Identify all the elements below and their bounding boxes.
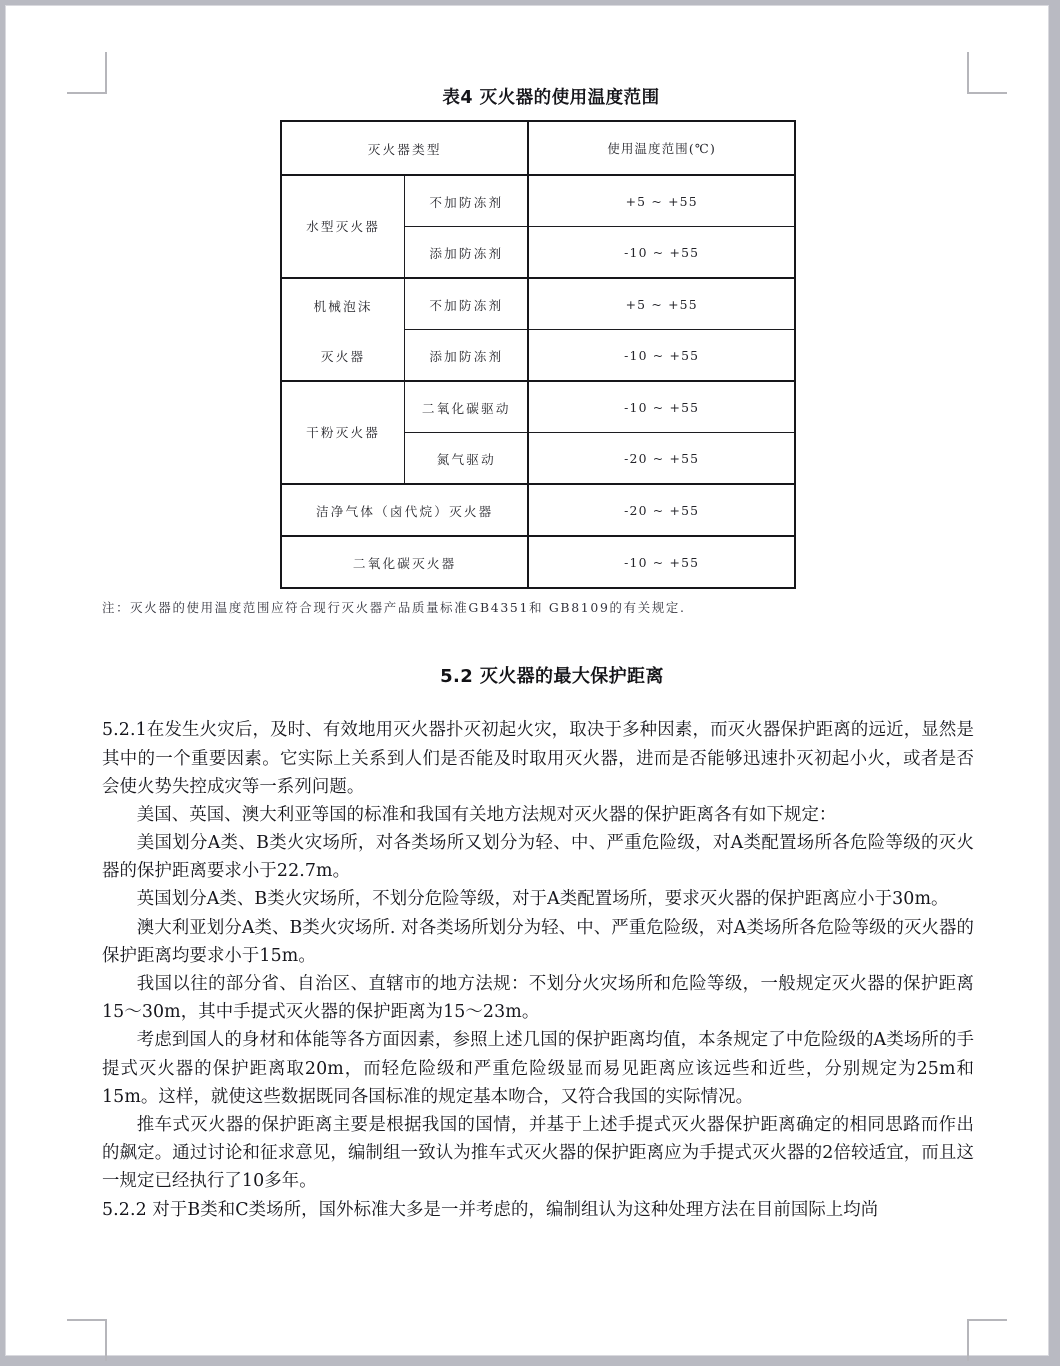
fullrow-label-clean-agent: 洁净气体（卤代烷）灭火器 (281, 484, 528, 536)
group-label-line-2: 灭火器 (320, 349, 366, 364)
temperature-range-table (280, 120, 796, 589)
header-cell-range: 使用温度范围(℃) (528, 121, 795, 175)
table-row (281, 175, 795, 227)
paragraph-usa: 美国划分A类、B类火灾场所，对各类场所又划分为轻、中、严重危险级，对A类配置场所各危险等级的灭火器的保护距离要求小于22.7m。 (102, 833, 974, 882)
subtype-cell: 二氧化碳驱动 (405, 381, 529, 433)
range-cell: +5 ~ +55 (528, 278, 795, 330)
range-cell: -10 ~ +55 (528, 381, 795, 433)
document-content (102, 84, 974, 1224)
table-row (281, 484, 795, 536)
section-body (102, 716, 974, 1223)
table-caption: 表4 灭火器的使用温度范围 (442, 88, 660, 108)
paragraph-china-local: 我国以往的部分省、自治区、直辖市的地方法规：不划分火灾场所和危险等级，一般规定灭火器的保护距离15～30m，其中手提式灭火器的保护距离为15～23m。 (102, 974, 974, 1023)
subtype-cell: 添加防冻剂 (405, 330, 529, 382)
paragraph-rationale: 考虑到国人的身材和体能等各方面因素，参照上述几国的保护距离均值，本条规定了中危险级的A类场所的手提式灭火器的保护距离取20m，而轻危险级和严重危险级显而易见距离应该远些和近些，分别规定为25m和15m。这样，就使这些数据既同各国标准的规定基本吻合，又符合我国的实际情况。 (102, 1030, 974, 1107)
paragraph-cart-type: 推车式灭火器的保护距离主要是根据我国的国情，并基于上述手提式灭火器保护距离确定的相同思路而作出的飙定。通过讨论和征求意见，编制组一致认为推车式灭火器的保护距离应为手提式灭火器的2倍较适宜，而且这一规定已经执行了10多年。 (102, 1114, 974, 1192)
range-cell: +5 ~ +55 (528, 175, 795, 227)
group-label-dry-powder: 干粉灭火器 (281, 381, 405, 484)
group-label-mechanical-foam (281, 278, 405, 381)
paragraph-uk: 英国划分A类、B类火灾场所，不划分危险等级，对于A类配置场所，要求灭火器的保护距离应小于30m。 (136, 889, 949, 910)
paragraph-5-2-2: 5.2.2 对于B类和C类场所，国外标准大多是一并考虑的，编制组认为这种处理方法在目前国际上均尚 (102, 1199, 879, 1220)
group-label-line-1: 机械泡沫 (313, 299, 373, 314)
section-heading: 5.2 灭火器的最大保护距离 (440, 666, 664, 688)
group-label-water: 水型灭火器 (281, 175, 405, 278)
range-cell: -10 ~ +55 (528, 227, 795, 279)
range-cell: -20 ~ +55 (528, 484, 795, 536)
range-cell: -10 ~ +55 (528, 330, 795, 382)
paragraph-standards-intro: 美国、英国、澳大利亚等国的标准和我国有关地方法规对灭火器的保护距离各有如下规定： (136, 804, 837, 825)
table-row (281, 278, 795, 330)
header-cell-type: 灭火器类型 (281, 121, 528, 175)
subtype-cell: 不加防冻剂 (405, 278, 529, 330)
table-header-row (281, 121, 795, 175)
range-cell: -20 ~ +55 (528, 433, 795, 485)
table-note: 注：灭火器的使用温度范围应符合现行灭火器产品质量标准GB4351和 GB8109的有关规定. (102, 600, 686, 615)
paragraph-5-2-1: 5.2.1在发生火灾后，及时、有效地用灭火器扑灭初起火灾，取决于多种因素，而灭火器保护距离的远近，显然是其中的一个重要因素。它实际上关系到人们是否能及时取用灭火器，进而是否能够迅速扑灭初起小火，或者是否会使火势失控成灾等一系列问题。 (102, 720, 974, 797)
fullrow-label-carbon-dioxide: 二氧化碳灭火器 (281, 536, 528, 588)
subtype-cell: 氮气驱动 (405, 433, 529, 485)
range-cell: -10 ~ +55 (528, 536, 795, 588)
subtype-cell: 添加防冻剂 (405, 227, 529, 279)
subtype-cell: 不加防冻剂 (405, 175, 529, 227)
paragraph-australia: 澳大利亚划分A类、B类火灾场所. 对各类场所划分为轻、中、严重危险级，对A类场所各危险等级的灭火器的保护距离均要求小于15m。 (102, 917, 974, 966)
table-row (281, 381, 795, 433)
table-row (281, 536, 795, 588)
temperature-table-wrapper (280, 120, 796, 589)
page-sheet (6, 6, 1048, 1355)
